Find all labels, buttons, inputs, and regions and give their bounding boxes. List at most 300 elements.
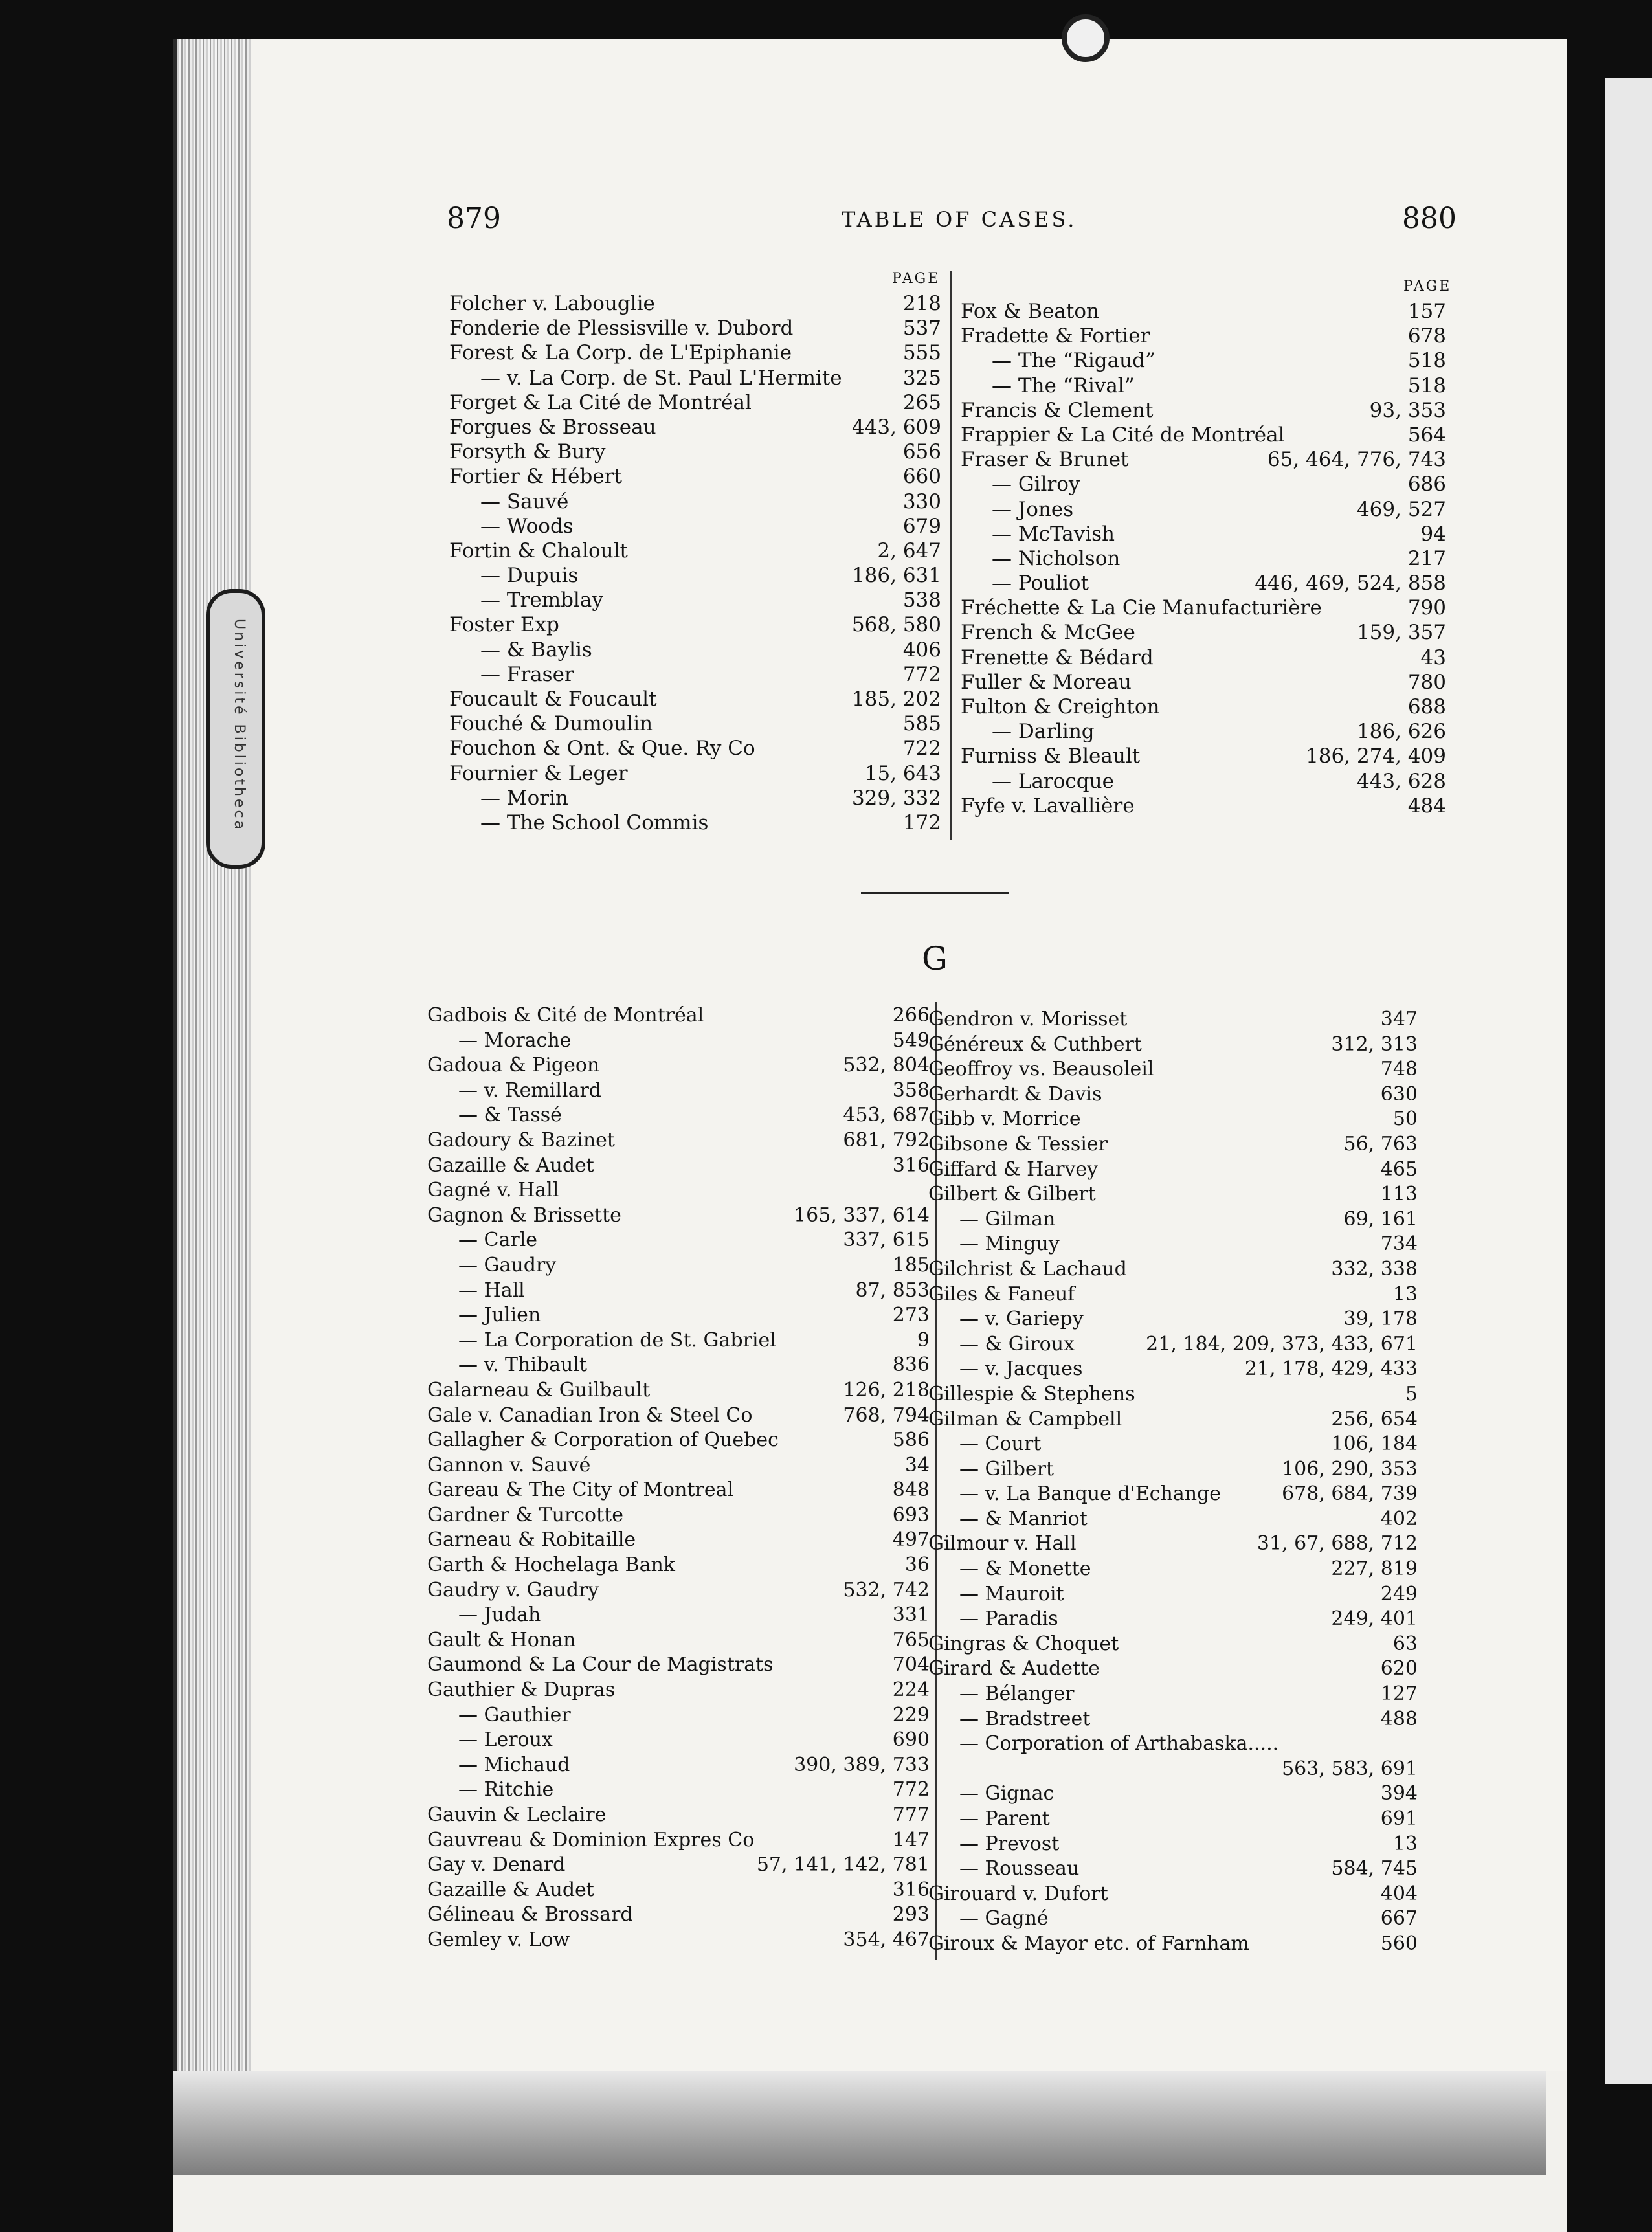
index-entry bbox=[928, 1432, 1418, 1457]
case-name: Gadbois & Cité de Montréal bbox=[427, 1004, 704, 1027]
index-entry bbox=[961, 299, 1446, 324]
page-reference: 56, 763 bbox=[1343, 1132, 1418, 1155]
case-name: — Gagné bbox=[959, 1907, 1049, 1930]
case-name: Galarneau & Guilbault bbox=[427, 1378, 651, 1401]
case-name: — Rousseau bbox=[959, 1857, 1080, 1880]
index-entry bbox=[427, 1653, 930, 1678]
case-name: Gilbert & Gilbert bbox=[928, 1183, 1096, 1206]
case-name: — Mauroit bbox=[959, 1582, 1064, 1605]
page-reference: 497 bbox=[892, 1528, 930, 1552]
index-entry bbox=[961, 719, 1446, 744]
index-entry bbox=[928, 1657, 1418, 1682]
case-name: — McTavish bbox=[992, 522, 1115, 546]
index-entry bbox=[427, 1428, 930, 1453]
index-entry bbox=[427, 1328, 930, 1354]
page-reference: 780 bbox=[1407, 670, 1446, 694]
case-name: Garneau & Robitaille bbox=[427, 1528, 636, 1552]
index-entry bbox=[427, 1803, 930, 1828]
case-name: Fouchon & Ont. & Que. Ry Co bbox=[449, 737, 755, 761]
index-entry bbox=[928, 1557, 1418, 1582]
index-entry bbox=[427, 1203, 930, 1229]
page-reference: 560 bbox=[1380, 1932, 1418, 1955]
case-name: Gaudry v. Gaudry bbox=[427, 1578, 599, 1601]
page-reference: 227, 819 bbox=[1331, 1557, 1418, 1581]
index-entry bbox=[449, 810, 941, 835]
page-reference: 186, 631 bbox=[851, 564, 941, 588]
page-reference: 390, 389, 733 bbox=[794, 1753, 930, 1776]
case-name: Gale v. Canadian Iron & Steel Co bbox=[427, 1403, 753, 1427]
case-name: Fox & Beaton bbox=[961, 300, 1099, 323]
page-reference: 748 bbox=[1380, 1058, 1418, 1081]
page-reference: 127 bbox=[1380, 1682, 1418, 1706]
case-name: — Darling bbox=[992, 720, 1095, 744]
page-reference: 249 bbox=[1380, 1582, 1418, 1605]
index-entry bbox=[928, 1407, 1418, 1433]
case-name: Gardner & Turcotte bbox=[427, 1503, 623, 1526]
page-reference: 679 bbox=[902, 514, 941, 538]
index-entry bbox=[961, 670, 1446, 695]
case-name: — Gilroy bbox=[992, 473, 1080, 497]
page-reference: 172 bbox=[902, 810, 941, 834]
page-reference: 469, 527 bbox=[1356, 497, 1446, 521]
case-name: Fortier & Hébert bbox=[449, 465, 622, 489]
page-reference: 2, 647 bbox=[877, 539, 941, 563]
page-reference: 330 bbox=[902, 489, 941, 513]
index-entry bbox=[928, 1282, 1418, 1308]
case-name: Gareau & The City of Montreal bbox=[427, 1479, 734, 1502]
index-entry bbox=[427, 1928, 930, 1953]
page-reference: 9 bbox=[917, 1328, 930, 1352]
page-reference: 660 bbox=[902, 465, 941, 489]
index-entry bbox=[961, 374, 1446, 398]
case-name: Foucault & Foucault bbox=[449, 687, 657, 711]
page-reference: 159, 357 bbox=[1356, 621, 1446, 645]
case-name: Gillespie & Stephens bbox=[928, 1382, 1135, 1405]
case-name: Girard & Audette bbox=[928, 1657, 1100, 1680]
index-entry bbox=[449, 687, 941, 711]
index-entry bbox=[928, 1007, 1418, 1032]
case-name: Gannon v. Sauvé bbox=[427, 1453, 591, 1477]
page-reference: 354, 467 bbox=[843, 1928, 930, 1951]
case-name: Giffard & Harvey bbox=[928, 1157, 1099, 1181]
page-reference: 722 bbox=[902, 737, 941, 761]
index-entry bbox=[961, 472, 1446, 497]
page-reference: 185, 202 bbox=[851, 687, 941, 711]
index-entry bbox=[449, 662, 941, 687]
index-entry bbox=[427, 1728, 930, 1753]
case-name: — Carle bbox=[458, 1229, 538, 1252]
case-name: Fonderie de Plessisville v. Dubord bbox=[449, 317, 794, 340]
column-header-page-right: PAGE bbox=[1403, 278, 1452, 295]
case-name: Foster Exp bbox=[449, 613, 559, 637]
book-page-edges bbox=[173, 39, 255, 2110]
case-name: Gauvreau & Dominion Expres Co bbox=[427, 1828, 755, 1851]
case-name: Girouard v. Dufort bbox=[928, 1882, 1108, 1905]
page-reference: 402 bbox=[1380, 1507, 1418, 1530]
page-reference: 848 bbox=[892, 1479, 930, 1502]
page-reference: 564 bbox=[1407, 423, 1446, 447]
case-name: — v. Jacques bbox=[959, 1357, 1083, 1381]
case-name: Gendron v. Morisset bbox=[928, 1008, 1128, 1031]
index-entry bbox=[928, 1132, 1418, 1157]
page-reference: 113 bbox=[1380, 1183, 1418, 1206]
column-header-page-left: PAGE bbox=[892, 271, 941, 287]
index-entry bbox=[928, 1906, 1418, 1932]
case-name: — Gauthier bbox=[458, 1703, 571, 1726]
index-entry bbox=[427, 1178, 930, 1203]
case-name: — Morache bbox=[458, 1029, 572, 1052]
index-entry bbox=[928, 1057, 1418, 1082]
case-name: Fournier & Leger bbox=[449, 761, 628, 785]
page-reference: 57, 141, 142, 781 bbox=[756, 1853, 930, 1877]
case-name: Gadoury & Bazinet bbox=[427, 1128, 615, 1152]
index-entry bbox=[928, 1457, 1418, 1482]
index-entry bbox=[427, 1778, 930, 1803]
page-reference: 488 bbox=[1380, 1707, 1418, 1730]
case-name: Geoffroy vs. Beausoleil bbox=[928, 1058, 1154, 1081]
page-reference: 5 bbox=[1405, 1382, 1418, 1405]
index-entry bbox=[427, 1253, 930, 1278]
case-name: Gault & Honan bbox=[427, 1628, 576, 1651]
index-entry bbox=[427, 1078, 930, 1104]
index-entry bbox=[961, 348, 1446, 373]
index-entry bbox=[961, 571, 1446, 596]
index-entry bbox=[427, 1753, 930, 1778]
page-reference: 688 bbox=[1407, 695, 1446, 719]
page-reference: 532, 742 bbox=[843, 1578, 930, 1601]
case-name: — The School Commis bbox=[480, 810, 709, 834]
page-reference: 586 bbox=[892, 1429, 930, 1452]
g-right-column bbox=[928, 1007, 1418, 1957]
page-reference: 106, 290, 353 bbox=[1282, 1457, 1418, 1480]
index-entry bbox=[427, 1003, 930, 1029]
index-entry bbox=[928, 1632, 1418, 1657]
page-reference: 518 bbox=[1407, 374, 1446, 397]
index-entry bbox=[928, 1182, 1418, 1207]
case-name: Gallagher & Corporation of Quebec bbox=[427, 1429, 779, 1452]
index-entry bbox=[928, 1807, 1418, 1832]
case-name: Gazaille & Audet bbox=[427, 1878, 594, 1901]
index-entry bbox=[928, 1582, 1418, 1607]
case-name: Fortin & Chaloult bbox=[449, 539, 629, 563]
page-reference: 186, 274, 409 bbox=[1306, 744, 1446, 768]
index-entry bbox=[427, 1478, 930, 1503]
scan-background-left bbox=[0, 0, 173, 2232]
case-name: — Woods bbox=[480, 514, 574, 538]
page-reference: 678, 684, 739 bbox=[1282, 1482, 1418, 1506]
index-entry bbox=[427, 1678, 930, 1703]
case-name: — Gilbert bbox=[959, 1457, 1055, 1480]
page-reference: 836 bbox=[892, 1354, 930, 1377]
case-name: — Gilman bbox=[959, 1207, 1056, 1231]
index-entry bbox=[961, 695, 1446, 719]
index-entry bbox=[427, 1103, 930, 1128]
page-reference: 549 bbox=[892, 1029, 930, 1052]
case-name: Forget & La Cité de Montréal bbox=[449, 390, 752, 414]
section-letter: G bbox=[922, 940, 948, 977]
case-name: — v. Thibault bbox=[458, 1354, 587, 1377]
page-reference: 518 bbox=[1407, 349, 1446, 373]
case-name: French & McGee bbox=[961, 621, 1135, 645]
page-reference: 620 bbox=[1380, 1657, 1418, 1680]
case-name: — Tremblay bbox=[480, 588, 603, 612]
index-entry bbox=[961, 546, 1446, 571]
case-name: Gingras & Choquet bbox=[928, 1632, 1119, 1655]
case-name: Gagnon & Brissette bbox=[427, 1203, 621, 1227]
page-reference: 293 bbox=[892, 1903, 930, 1926]
index-entry bbox=[928, 1707, 1418, 1732]
page-reference: 332, 338 bbox=[1331, 1257, 1418, 1280]
page-reference: 337, 615 bbox=[843, 1229, 930, 1252]
page-reference: 157 bbox=[1407, 300, 1446, 323]
case-name: Fradette & Fortier bbox=[961, 324, 1150, 348]
page-reference: 734 bbox=[1380, 1233, 1418, 1256]
index-entry bbox=[928, 1781, 1418, 1807]
case-name: — & Monette bbox=[959, 1557, 1091, 1581]
page-reference: 768, 794 bbox=[843, 1403, 930, 1427]
page-reference: 106, 184 bbox=[1331, 1433, 1418, 1456]
page-reference: 126, 218 bbox=[843, 1378, 930, 1401]
page-reference: 358 bbox=[892, 1078, 930, 1102]
case-name: — v. La Banque d'Echange bbox=[959, 1482, 1222, 1506]
index-entry bbox=[928, 1607, 1418, 1632]
page-reference: 347 bbox=[1380, 1008, 1418, 1031]
case-name: Forsyth & Bury bbox=[449, 440, 606, 464]
index-entry bbox=[427, 1128, 930, 1154]
case-name: Gibsone & Tessier bbox=[928, 1132, 1108, 1155]
index-entry bbox=[449, 489, 941, 514]
page-reference: 186, 626 bbox=[1356, 720, 1446, 744]
index-entry bbox=[449, 464, 941, 489]
case-name: Gaumond & La Cour de Magistrats bbox=[427, 1653, 774, 1677]
index-entry bbox=[427, 1553, 930, 1578]
case-name: Forgues & Brosseau bbox=[449, 415, 656, 439]
case-name: Fyfe v. Lavallière bbox=[961, 794, 1135, 818]
page-reference: 13 bbox=[1392, 1282, 1418, 1306]
case-name: — Dupuis bbox=[480, 564, 579, 588]
f-right-column bbox=[961, 299, 1446, 818]
page-reference: 34 bbox=[904, 1453, 930, 1477]
page-reference: 93, 353 bbox=[1369, 398, 1446, 422]
index-entry bbox=[449, 366, 941, 390]
case-name: — The “Rigaud” bbox=[992, 349, 1155, 373]
case-name: Gélineau & Brossard bbox=[427, 1903, 633, 1926]
page-reference: 316 bbox=[892, 1878, 930, 1901]
index-entry bbox=[961, 645, 1446, 670]
case-name: — Court bbox=[959, 1433, 1042, 1456]
page-header bbox=[447, 202, 1457, 247]
page-reference: 265 bbox=[902, 390, 941, 414]
index-entry bbox=[427, 1903, 930, 1928]
index-entry bbox=[449, 612, 941, 637]
case-name: Gilmour v. Hall bbox=[928, 1532, 1077, 1556]
index-entry bbox=[928, 1107, 1418, 1132]
left-page-number: 879 bbox=[447, 202, 501, 235]
case-name: — v. Gariepy bbox=[959, 1308, 1084, 1331]
case-name: — Gignac bbox=[959, 1782, 1055, 1805]
index-entry bbox=[449, 291, 941, 316]
section-separator bbox=[861, 892, 1009, 894]
f-left-column bbox=[449, 291, 941, 835]
case-name: — Hall bbox=[458, 1278, 525, 1302]
page-reference: 406 bbox=[902, 638, 941, 662]
book-page-edges-bottom bbox=[173, 2071, 1546, 2175]
index-entry bbox=[427, 1453, 930, 1479]
case-name: — Judah bbox=[458, 1603, 541, 1627]
index-entry bbox=[427, 1578, 930, 1603]
page-reference: 165, 337, 614 bbox=[794, 1203, 930, 1227]
case-name: — v. La Corp. de St. Paul L'Hermite bbox=[480, 366, 842, 390]
page-reference: 325 bbox=[902, 366, 941, 390]
index-entry bbox=[928, 1032, 1418, 1058]
index-entry bbox=[928, 1482, 1418, 1507]
index-entry bbox=[961, 620, 1446, 645]
case-name: Giles & Faneuf bbox=[928, 1282, 1075, 1306]
page-reference: 185 bbox=[892, 1253, 930, 1277]
page-reference: 39, 178 bbox=[1343, 1308, 1418, 1331]
case-name: — Sauvé bbox=[480, 489, 569, 513]
page-reference: 15, 643 bbox=[864, 761, 941, 785]
index-entry bbox=[928, 1832, 1418, 1857]
page-reference: 316 bbox=[892, 1154, 930, 1177]
index-entry bbox=[961, 398, 1446, 423]
case-name: Fulton & Creighton bbox=[961, 695, 1160, 719]
index-entry bbox=[427, 1603, 930, 1628]
case-name: Gilchrist & Lachaud bbox=[928, 1257, 1127, 1280]
index-entry bbox=[928, 1757, 1418, 1782]
index-entry bbox=[928, 1307, 1418, 1332]
index-entry bbox=[961, 522, 1446, 546]
page-reference: 693 bbox=[892, 1503, 930, 1526]
page-reference: 43 bbox=[1420, 645, 1446, 669]
page-reference: 273 bbox=[892, 1304, 930, 1327]
case-name: — La Corporation de St. Gabriel bbox=[458, 1328, 776, 1352]
page-reference: 790 bbox=[1407, 596, 1446, 620]
page-reference: 765 bbox=[892, 1628, 930, 1651]
case-name: — & Manriot bbox=[959, 1507, 1088, 1530]
case-name: Gibb v. Morrice bbox=[928, 1108, 1081, 1131]
page-reference: 538 bbox=[902, 588, 941, 612]
index-entry bbox=[427, 1303, 930, 1328]
page-reference: 568, 580 bbox=[851, 613, 941, 637]
page-reference: 21, 184, 209, 373, 433, 671 bbox=[1146, 1332, 1418, 1356]
case-name: — Bélanger bbox=[959, 1682, 1075, 1706]
index-entry bbox=[427, 1278, 930, 1304]
page-reference: 21, 178, 429, 433 bbox=[1244, 1357, 1418, 1381]
index-entry bbox=[449, 514, 941, 539]
case-name: — Michaud bbox=[458, 1753, 570, 1776]
page-reference: 777 bbox=[892, 1803, 930, 1826]
index-entry bbox=[427, 1403, 930, 1429]
case-name: — Larocque bbox=[992, 769, 1114, 793]
column-divider-f bbox=[950, 271, 952, 840]
page-reference: 69, 161 bbox=[1343, 1207, 1418, 1231]
page-reference: 63 bbox=[1392, 1632, 1418, 1655]
page-reference: 446, 469, 524, 858 bbox=[1255, 572, 1446, 596]
page-reference: 331 bbox=[892, 1603, 930, 1627]
page-reference: 667 bbox=[1380, 1907, 1418, 1930]
case-name: Gay v. Denard bbox=[427, 1853, 566, 1877]
index-entry bbox=[928, 1332, 1418, 1357]
index-entry bbox=[427, 1503, 930, 1528]
case-name: — Pouliot bbox=[992, 572, 1089, 596]
case-name: Fréchette & La Cie Manufacturière bbox=[961, 596, 1322, 620]
case-name: — & Tassé bbox=[458, 1104, 562, 1127]
page-title: TABLE OF CASES. bbox=[842, 207, 1077, 232]
page-reference: 656 bbox=[902, 440, 941, 464]
g-left-column bbox=[427, 1003, 930, 1953]
page-reference: 266 bbox=[892, 1004, 930, 1027]
case-name: Furniss & Bleault bbox=[961, 744, 1141, 768]
case-name: Frappier & La Cité de Montréal bbox=[961, 423, 1285, 447]
case-name: — The “Rival” bbox=[992, 374, 1135, 397]
index-entry bbox=[961, 744, 1446, 768]
page-reference: 31, 67, 688, 712 bbox=[1256, 1532, 1418, 1556]
case-name: Généreux & Cuthbert bbox=[928, 1032, 1142, 1056]
index-entry bbox=[449, 588, 941, 612]
library-stamp bbox=[206, 589, 265, 869]
case-name: — & Baylis bbox=[480, 638, 592, 662]
case-name: Gadoua & Pigeon bbox=[427, 1054, 600, 1077]
index-entry bbox=[928, 1207, 1418, 1233]
index-entry bbox=[928, 1507, 1418, 1532]
page-reference: 465 bbox=[1380, 1157, 1418, 1181]
index-entry bbox=[961, 769, 1446, 794]
page-reference: 555 bbox=[902, 341, 941, 365]
index-entry bbox=[449, 316, 941, 340]
index-entry bbox=[928, 1257, 1418, 1282]
binding-hole bbox=[1062, 14, 1110, 62]
page-reference: 690 bbox=[892, 1728, 930, 1752]
page-reference: 630 bbox=[1380, 1082, 1418, 1106]
index-entry bbox=[449, 761, 941, 786]
index-entry bbox=[427, 1154, 930, 1179]
index-entry bbox=[427, 1828, 930, 1853]
index-entry bbox=[449, 563, 941, 588]
index-entry bbox=[427, 1228, 930, 1253]
library-stamp-text: Université Bibliotheca bbox=[231, 619, 247, 832]
page-reference: 443, 609 bbox=[851, 415, 941, 439]
case-name: Gilman & Campbell bbox=[928, 1407, 1122, 1431]
index-entry bbox=[427, 1628, 930, 1653]
index-entry bbox=[427, 1703, 930, 1728]
index-entry bbox=[449, 440, 941, 464]
page-reference: 94 bbox=[1420, 522, 1446, 546]
page-reference: 50 bbox=[1392, 1108, 1418, 1131]
page-reference: 65, 464, 776, 743 bbox=[1267, 448, 1446, 472]
case-name: — Corporation of Arthabaska..... bbox=[959, 1732, 1279, 1756]
index-entry bbox=[427, 1029, 930, 1054]
case-name: — Morin bbox=[480, 786, 568, 810]
right-page-number: 880 bbox=[1402, 202, 1457, 235]
index-entry bbox=[928, 1157, 1418, 1183]
page-reference: 224 bbox=[892, 1679, 930, 1702]
page-reference: 87, 853 bbox=[855, 1278, 930, 1302]
index-entry bbox=[449, 390, 941, 415]
scan-background-top bbox=[173, 0, 1567, 39]
index-entry bbox=[449, 736, 941, 761]
page-reference: 584, 745 bbox=[1331, 1857, 1418, 1880]
case-name: — Gaudry bbox=[458, 1253, 557, 1277]
index-entry bbox=[928, 1082, 1418, 1108]
index-entry bbox=[928, 1357, 1418, 1382]
index-entry bbox=[449, 638, 941, 662]
case-name: Gemley v. Low bbox=[427, 1928, 570, 1951]
case-name: — Fraser bbox=[480, 662, 574, 686]
case-name: — v. Remillard bbox=[458, 1078, 602, 1102]
page-reference: 772 bbox=[892, 1778, 930, 1802]
index-entry bbox=[427, 1878, 930, 1903]
